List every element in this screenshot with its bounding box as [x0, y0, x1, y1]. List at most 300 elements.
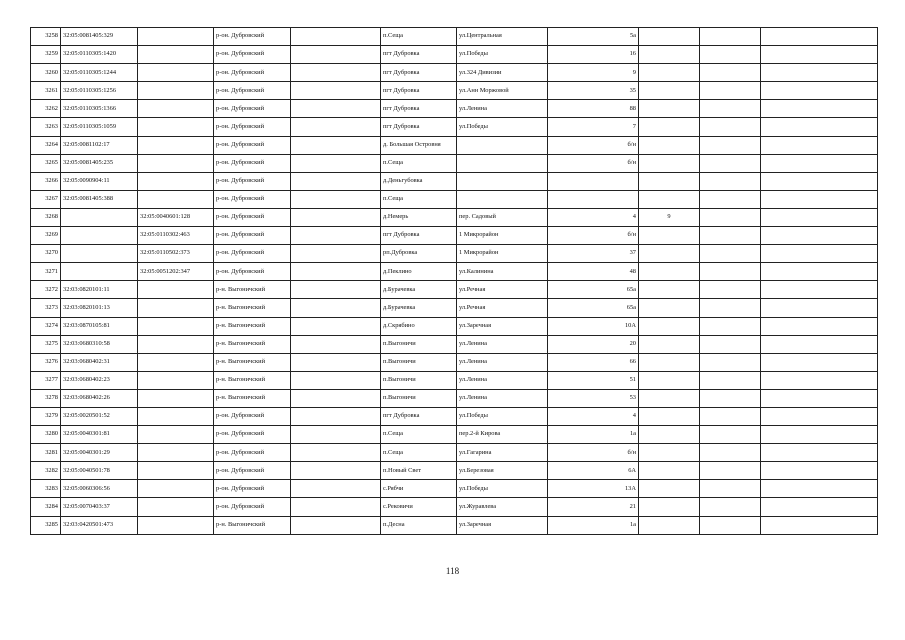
cell-settlement: пгт Дубровка — [381, 407, 457, 425]
cell-blank-col — [291, 154, 381, 172]
cell-extra-col-3 — [761, 82, 878, 100]
cell-extra-col-3 — [761, 444, 878, 462]
cell-settlement: пгт Дубровка — [381, 82, 457, 100]
cell-extra-col-1 — [639, 227, 700, 245]
cell-cadastral-number: 32:05:0081405:235 — [61, 154, 138, 172]
cell-settlement: пгт Дубровка — [381, 46, 457, 64]
table-row — [31, 480, 878, 498]
cell-cadastral-number: 32:03:0680310:58 — [61, 335, 138, 353]
cell-cadastral-number: 32:03:0820101:11 — [61, 281, 138, 299]
cell-cadastral-number-alt — [138, 28, 214, 46]
cell-extra-col-2 — [700, 444, 761, 462]
cell-cadastral-number-alt — [138, 407, 214, 425]
cell-extra-col-3 — [761, 281, 878, 299]
cell-extra-col-2 — [700, 136, 761, 154]
cell-cadastral-number-alt — [138, 190, 214, 208]
cell-extra-col-3 — [761, 516, 878, 534]
cell-cadastral-number-alt — [138, 317, 214, 335]
cell-district: р-н. Выгоничский — [214, 335, 291, 353]
cell-house-number: 48 — [548, 263, 639, 281]
cell-blank-col — [291, 335, 381, 353]
table-row — [31, 190, 878, 208]
table-row — [31, 172, 878, 190]
table-row — [31, 371, 878, 389]
cell-extra-col-2 — [700, 46, 761, 64]
cell-settlement: п.Десна — [381, 516, 457, 534]
table-row — [31, 389, 878, 407]
cell-extra-col-3 — [761, 462, 878, 480]
cell-district: р-он. Дубровский — [214, 426, 291, 444]
cell-house-number: 88 — [548, 100, 639, 118]
cell-cadastral-number-alt: 32:05:0051202:347 — [138, 263, 214, 281]
cell-street: ул.Калинина — [457, 263, 548, 281]
cell-street: ул.Анн Моржовой — [457, 82, 548, 100]
cell-district: р-он. Дубровский — [214, 245, 291, 263]
table-body — [31, 28, 878, 535]
cell-street: ул.Победы — [457, 407, 548, 425]
cell-district: р-он. Дубровский — [214, 46, 291, 64]
cell-cadastral-number — [61, 245, 138, 263]
cell-extra-col-1: 9 — [639, 208, 700, 226]
cell-row-number: 3275 — [31, 335, 61, 353]
cell-cadastral-number-alt — [138, 154, 214, 172]
cell-blank-col — [291, 64, 381, 82]
cell-cadastral-number-alt — [138, 516, 214, 534]
cell-extra-col-3 — [761, 28, 878, 46]
cell-cadastral-number — [61, 263, 138, 281]
cell-row-number: 3279 — [31, 407, 61, 425]
cell-cadastral-number: 32:05:0110305:1420 — [61, 46, 138, 64]
cell-district: р-н. Выгоничский — [214, 389, 291, 407]
cell-extra-col-2 — [700, 335, 761, 353]
cell-row-number: 3277 — [31, 371, 61, 389]
cell-cadastral-number — [61, 227, 138, 245]
cell-street: ул.Центральная — [457, 28, 548, 46]
cell-district: р-он. Дубровский — [214, 100, 291, 118]
cell-extra-col-2 — [700, 281, 761, 299]
cell-extra-col-1 — [639, 46, 700, 64]
cell-cadastral-number-alt — [138, 444, 214, 462]
cell-house-number: 37 — [548, 245, 639, 263]
cell-blank-col — [291, 498, 381, 516]
cell-row-number: 3284 — [31, 498, 61, 516]
cell-street: ул.Журавлева — [457, 498, 548, 516]
page-number: 118 — [445, 566, 460, 576]
cell-extra-col-3 — [761, 208, 878, 226]
cell-cadastral-number: 32:05:0081405:329 — [61, 28, 138, 46]
cell-extra-col-3 — [761, 426, 878, 444]
cell-district: р-он. Дубровский — [214, 263, 291, 281]
cell-extra-col-3 — [761, 335, 878, 353]
cell-district: р-он. Дубровский — [214, 462, 291, 480]
table-row — [31, 281, 878, 299]
cell-house-number: 4 — [548, 407, 639, 425]
cell-row-number: 3262 — [31, 100, 61, 118]
cell-cadastral-number-alt — [138, 335, 214, 353]
cell-blank-col — [291, 100, 381, 118]
cell-extra-col-1 — [639, 100, 700, 118]
cell-street: ул.324 Дивизии — [457, 64, 548, 82]
cell-row-number: 3265 — [31, 154, 61, 172]
cell-extra-col-2 — [700, 480, 761, 498]
cell-row-number: 3285 — [31, 516, 61, 534]
cell-district: р-он. Дубровский — [214, 407, 291, 425]
cell-extra-col-1 — [639, 444, 700, 462]
cell-street: ул.Березовая — [457, 462, 548, 480]
cell-extra-col-1 — [639, 498, 700, 516]
cell-cadastral-number: 32:05:0040501:78 — [61, 462, 138, 480]
cell-extra-col-1 — [639, 371, 700, 389]
table-row — [31, 82, 878, 100]
cell-district: р-он. Дубровский — [214, 480, 291, 498]
cell-cadastral-number-alt — [138, 299, 214, 317]
cell-house-number: 21 — [548, 498, 639, 516]
cell-district: р-н. Выгоничский — [214, 353, 291, 371]
cell-extra-col-1 — [639, 462, 700, 480]
table-row — [31, 353, 878, 371]
cell-street: ул.Речная — [457, 281, 548, 299]
cell-street: ул.Заречная — [457, 516, 548, 534]
cell-extra-col-2 — [700, 64, 761, 82]
cell-extra-col-2 — [700, 154, 761, 172]
cell-settlement: д.Деньгубовка — [381, 172, 457, 190]
cell-street: 1 Микрорайон — [457, 245, 548, 263]
cell-row-number: 3282 — [31, 462, 61, 480]
cell-blank-col — [291, 46, 381, 64]
cell-district: р-он. Дубровский — [214, 136, 291, 154]
cell-cadastral-number-alt — [138, 371, 214, 389]
cell-district: р-он. Дубровский — [214, 498, 291, 516]
cell-cadastral-number-alt — [138, 498, 214, 516]
cell-cadastral-number-alt: 32:05:0040601:128 — [138, 208, 214, 226]
cell-house-number: 13А — [548, 480, 639, 498]
table-row — [31, 516, 878, 534]
cell-street: пер. Садовый — [457, 208, 548, 226]
cell-row-number: 3266 — [31, 172, 61, 190]
cell-extra-col-2 — [700, 172, 761, 190]
cell-blank-col — [291, 516, 381, 534]
cell-house-number: 1а — [548, 426, 639, 444]
cell-settlement: п.Сеща — [381, 444, 457, 462]
cell-district: р-он. Дубровский — [214, 82, 291, 100]
cell-cadastral-number-alt — [138, 462, 214, 480]
table-row — [31, 154, 878, 172]
cell-street: ул.Ленина — [457, 389, 548, 407]
cell-blank-col — [291, 426, 381, 444]
cell-blank-col — [291, 480, 381, 498]
cell-blank-col — [291, 353, 381, 371]
cell-row-number: 3272 — [31, 281, 61, 299]
cell-street — [457, 154, 548, 172]
cell-row-number: 3267 — [31, 190, 61, 208]
cell-cadastral-number-alt — [138, 46, 214, 64]
cell-settlement: п.Выгоничи — [381, 353, 457, 371]
cell-house-number: 35 — [548, 82, 639, 100]
cell-cadastral-number — [61, 208, 138, 226]
cell-settlement: с.Рековичи — [381, 498, 457, 516]
cell-cadastral-number: 32:05:0110305:1059 — [61, 118, 138, 136]
cell-blank-col — [291, 28, 381, 46]
cell-extra-col-2 — [700, 100, 761, 118]
cell-cadastral-number: 32:03:0680402:23 — [61, 371, 138, 389]
cell-blank-col — [291, 462, 381, 480]
cell-blank-col — [291, 190, 381, 208]
cell-street: ул.Ленина — [457, 335, 548, 353]
cell-cadastral-number-alt — [138, 353, 214, 371]
cell-cadastral-number: 32:05:0081102:17 — [61, 136, 138, 154]
table-row — [31, 444, 878, 462]
cell-house-number: 10А — [548, 317, 639, 335]
cell-blank-col — [291, 371, 381, 389]
cell-district: р-он. Дубровский — [214, 154, 291, 172]
cell-extra-col-3 — [761, 190, 878, 208]
cell-extra-col-2 — [700, 28, 761, 46]
cell-extra-col-2 — [700, 353, 761, 371]
cell-cadastral-number: 32:05:0040301:81 — [61, 426, 138, 444]
cell-district: р-н. Выгоничский — [214, 371, 291, 389]
cell-extra-col-3 — [761, 154, 878, 172]
cell-row-number: 3260 — [31, 64, 61, 82]
cell-blank-col — [291, 82, 381, 100]
table-row — [31, 335, 878, 353]
table-row — [31, 299, 878, 317]
cell-house-number: б/н — [548, 227, 639, 245]
cell-blank-col — [291, 389, 381, 407]
cell-settlement: п.Сеща — [381, 426, 457, 444]
cell-extra-col-1 — [639, 172, 700, 190]
cell-street: ул.Победы — [457, 46, 548, 64]
cell-extra-col-2 — [700, 317, 761, 335]
cell-extra-col-2 — [700, 263, 761, 281]
cell-district: р-он. Дубровский — [214, 444, 291, 462]
cell-district: р-н. Выгоничский — [214, 299, 291, 317]
cell-row-number: 3269 — [31, 227, 61, 245]
cell-extra-col-1 — [639, 335, 700, 353]
cell-extra-col-1 — [639, 353, 700, 371]
table-row — [31, 407, 878, 425]
cell-extra-col-3 — [761, 498, 878, 516]
cell-blank-col — [291, 407, 381, 425]
cell-extra-col-2 — [700, 118, 761, 136]
table-row — [31, 46, 878, 64]
cell-extra-col-3 — [761, 100, 878, 118]
cell-extra-col-1 — [639, 281, 700, 299]
cell-settlement: д.Бурачевка — [381, 281, 457, 299]
cell-cadastral-number: 32:03:0680402:31 — [61, 353, 138, 371]
cell-cadastral-number-alt — [138, 64, 214, 82]
cell-street: ул.Гагарина — [457, 444, 548, 462]
cell-cadastral-number-alt — [138, 389, 214, 407]
cell-extra-col-2 — [700, 227, 761, 245]
cell-cadastral-number: 32:05:0020501:52 — [61, 407, 138, 425]
cell-extra-col-3 — [761, 299, 878, 317]
cell-house-number: 5а — [548, 28, 639, 46]
cell-settlement: д.Пеклино — [381, 263, 457, 281]
cell-settlement: д.Немерь — [381, 208, 457, 226]
cell-cadastral-number-alt — [138, 480, 214, 498]
cell-extra-col-2 — [700, 299, 761, 317]
cell-district: р-он. Дубровский — [214, 190, 291, 208]
cell-district: р-он. Дубровский — [214, 172, 291, 190]
cell-cadastral-number-alt — [138, 281, 214, 299]
cell-district: р-он. Дубровский — [214, 28, 291, 46]
cell-house-number — [548, 190, 639, 208]
cell-blank-col — [291, 118, 381, 136]
cell-extra-col-2 — [700, 407, 761, 425]
table-row — [31, 498, 878, 516]
cell-cadastral-number-alt: 32:05:0110302:463 — [138, 227, 214, 245]
cell-house-number: 4 — [548, 208, 639, 226]
cell-extra-col-3 — [761, 263, 878, 281]
cell-cadastral-number-alt: 32:05:0110502:373 — [138, 245, 214, 263]
cell-settlement: д. Большая Островня — [381, 136, 457, 154]
table-row — [31, 64, 878, 82]
registry-table — [30, 27, 878, 535]
cell-street: ул.Ленина — [457, 100, 548, 118]
cell-blank-col — [291, 317, 381, 335]
cell-extra-col-3 — [761, 389, 878, 407]
cell-blank-col — [291, 245, 381, 263]
cell-extra-col-3 — [761, 46, 878, 64]
cell-extra-col-1 — [639, 426, 700, 444]
cell-extra-col-2 — [700, 516, 761, 534]
cell-extra-col-1 — [639, 516, 700, 534]
cell-settlement: рп.Дубровка — [381, 245, 457, 263]
table-row — [31, 100, 878, 118]
cell-house-number: б/н — [548, 136, 639, 154]
cell-cadastral-number: 32:05:0060306:56 — [61, 480, 138, 498]
cell-extra-col-2 — [700, 389, 761, 407]
cell-cadastral-number-alt — [138, 100, 214, 118]
cell-house-number: 9 — [548, 64, 639, 82]
cell-cadastral-number-alt — [138, 172, 214, 190]
cell-extra-col-3 — [761, 371, 878, 389]
cell-extra-col-3 — [761, 407, 878, 425]
cell-cadastral-number: 32:03:0680402:26 — [61, 389, 138, 407]
cell-extra-col-2 — [700, 371, 761, 389]
cell-extra-col-2 — [700, 82, 761, 100]
cell-cadastral-number: 32:05:0081405:388 — [61, 190, 138, 208]
cell-row-number: 3263 — [31, 118, 61, 136]
cell-extra-col-1 — [639, 245, 700, 263]
cell-cadastral-number: 32:05:0070403:37 — [61, 498, 138, 516]
cell-row-number: 3261 — [31, 82, 61, 100]
cell-street: ул.Победы — [457, 480, 548, 498]
cell-street: ул.Речная — [457, 299, 548, 317]
cell-extra-col-2 — [700, 498, 761, 516]
cell-blank-col — [291, 281, 381, 299]
table-row — [31, 28, 878, 46]
cell-extra-col-3 — [761, 353, 878, 371]
cell-extra-col-2 — [700, 190, 761, 208]
table-row — [31, 426, 878, 444]
cell-cadastral-number-alt — [138, 426, 214, 444]
cell-extra-col-1 — [639, 299, 700, 317]
cell-house-number: 20 — [548, 335, 639, 353]
table-row — [31, 208, 878, 226]
cell-house-number: 53 — [548, 389, 639, 407]
cell-street: пер.2-й Кирова — [457, 426, 548, 444]
cell-extra-col-3 — [761, 118, 878, 136]
cell-extra-col-2 — [700, 426, 761, 444]
cell-settlement: п.Сеща — [381, 190, 457, 208]
cell-row-number: 3259 — [31, 46, 61, 64]
cell-blank-col — [291, 263, 381, 281]
cell-blank-col — [291, 444, 381, 462]
cell-row-number: 3258 — [31, 28, 61, 46]
cell-row-number: 3270 — [31, 245, 61, 263]
cell-street: 1 Микрорайон — [457, 227, 548, 245]
cell-settlement: пгт Дубровка — [381, 227, 457, 245]
cell-settlement: д.Скрябино — [381, 317, 457, 335]
cell-house-number: 7 — [548, 118, 639, 136]
cell-extra-col-1 — [639, 154, 700, 172]
cell-extra-col-1 — [639, 407, 700, 425]
cell-cadastral-number: 32:03:0870105:81 — [61, 317, 138, 335]
cell-cadastral-number: 32:05:0040301:29 — [61, 444, 138, 462]
cell-extra-col-3 — [761, 172, 878, 190]
cell-extra-col-1 — [639, 480, 700, 498]
cell-district: р-он. Дубровский — [214, 118, 291, 136]
cell-extra-col-2 — [700, 245, 761, 263]
cell-cadastral-number-alt — [138, 82, 214, 100]
cell-district: р-он. Дубровский — [214, 227, 291, 245]
cell-cadastral-number: 32:03:0820101:13 — [61, 299, 138, 317]
cell-settlement: пгт Дубровка — [381, 64, 457, 82]
table-row — [31, 263, 878, 281]
cell-district: р-н. Выгоничский — [214, 281, 291, 299]
table-row — [31, 118, 878, 136]
cell-extra-col-2 — [700, 462, 761, 480]
cell-extra-col-3 — [761, 136, 878, 154]
cell-street — [457, 172, 548, 190]
table-row — [31, 317, 878, 335]
cell-extra-col-1 — [639, 82, 700, 100]
cell-settlement: д.Бурачевка — [381, 299, 457, 317]
cell-row-number: 3268 — [31, 208, 61, 226]
cell-house-number: 51 — [548, 371, 639, 389]
cell-house-number: 65а — [548, 299, 639, 317]
cell-house-number: 65а — [548, 281, 639, 299]
cell-cadastral-number: 32:05:0110305:1244 — [61, 64, 138, 82]
cell-house-number: 16 — [548, 46, 639, 64]
cell-street: ул.Победы — [457, 118, 548, 136]
cell-district: р-н. Выгоничский — [214, 516, 291, 534]
cell-row-number: 3271 — [31, 263, 61, 281]
cell-blank-col — [291, 136, 381, 154]
cell-settlement: п.Сеща — [381, 28, 457, 46]
cell-street — [457, 190, 548, 208]
cell-house-number — [548, 172, 639, 190]
table-row — [31, 136, 878, 154]
cell-extra-col-3 — [761, 480, 878, 498]
cell-house-number: б/н — [548, 154, 639, 172]
cell-extra-col-1 — [639, 389, 700, 407]
cell-settlement: с.Рябчи — [381, 480, 457, 498]
cell-row-number: 3273 — [31, 299, 61, 317]
cell-extra-col-3 — [761, 245, 878, 263]
table-row — [31, 227, 878, 245]
cell-district: р-он. Дубровский — [214, 64, 291, 82]
cell-row-number: 3278 — [31, 389, 61, 407]
cell-row-number: 3280 — [31, 426, 61, 444]
cell-cadastral-number: 32:03:0420501:473 — [61, 516, 138, 534]
cell-settlement: п.Новый Свет — [381, 462, 457, 480]
cell-settlement: пгт Дубровка — [381, 118, 457, 136]
cell-row-number: 3281 — [31, 444, 61, 462]
cell-street: ул.Ленина — [457, 353, 548, 371]
cell-settlement: п.Сеща — [381, 154, 457, 172]
